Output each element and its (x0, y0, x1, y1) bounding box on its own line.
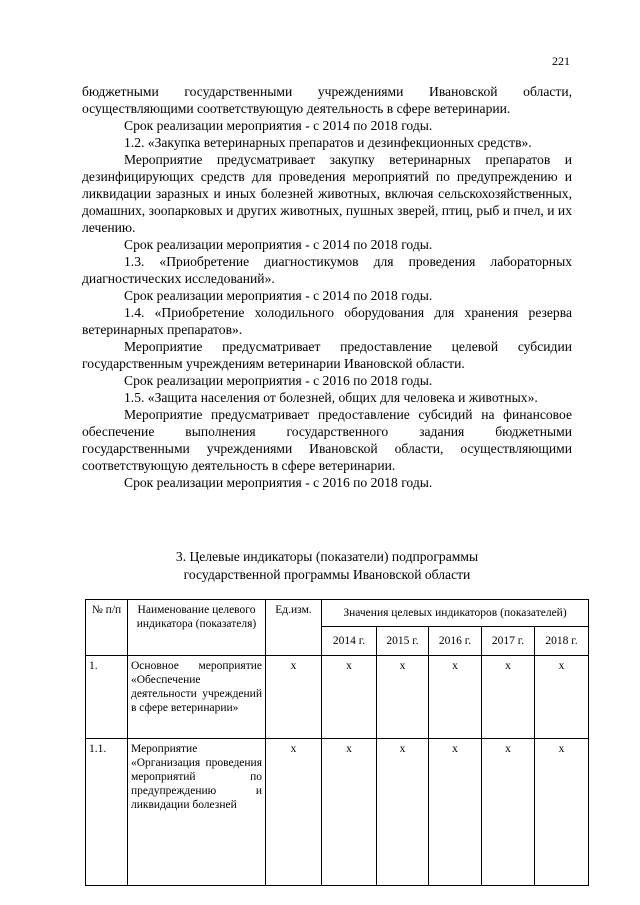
row-value: х (429, 656, 482, 739)
paragraph: Срок реализации мероприятия - с 2014 по 2018 годы. (124, 288, 433, 303)
row-value: х (322, 656, 377, 739)
section-heading (82, 548, 572, 584)
table-row (86, 656, 589, 739)
row-value: х (535, 656, 589, 739)
header-year: 2016 г. (429, 627, 482, 656)
row-num: 1. (86, 656, 128, 739)
paragraph: 1.4. «Приобретение холодильного оборудования для хранения резерва ветеринарных препаратов». (82, 305, 572, 337)
row-name: Основное мероприятие «Обеспечение деятельности учреждений в сфере ветеринарии» (128, 656, 266, 739)
row-value: х (377, 656, 429, 739)
header-year: 2018 г. (535, 627, 589, 656)
body-text (82, 83, 572, 491)
row-value: х (535, 739, 589, 886)
header-values-group: Значения целевых индикаторов (показателей) (322, 600, 589, 627)
row-value: х (377, 739, 429, 886)
table-row (86, 739, 589, 886)
paragraph: бюджетными государственными учреждениями Ивановской области, осуществляющими соответствующую деятельность в сфере ветеринарии. (82, 84, 572, 116)
paragraph: Срок реализации мероприятия - с 2014 по 2018 годы. (124, 118, 433, 133)
header-year: 2014 г. (322, 627, 377, 656)
paragraph: Мероприятие предусматривает предоставление субсидий на финансовое обеспечение выполнения государственного задания бюджетными государственными учреждениями Ивановской области, осуществляющими соответствующую деятельность в сфере ветеринарии. (82, 407, 572, 473)
row-value: х (322, 739, 377, 886)
paragraph: Мероприятие предусматривает закупку ветеринарных препаратов и дезинфицирующих средств для проведения мероприятий по предупреждению и ликвидации заразных и иных болезней животных, включая сельскохозяйственных, домашних, зоопарковых и других животных, пушных зверей, птиц, рыб и пчел, и их лечению. (82, 152, 572, 235)
paragraph: Срок реализации мероприятия - с 2016 по 2018 годы. (124, 475, 433, 490)
paragraph: 1.2. «Закупка ветеринарных препаратов и дезинфекционных средств». (124, 135, 532, 150)
row-num: 1.1. (86, 739, 128, 886)
header-unit: Ед.изм. (266, 600, 322, 656)
header-year: 2017 г. (482, 627, 535, 656)
header-num: № п/п (86, 600, 128, 656)
row-value: х (429, 739, 482, 886)
page-number: 221 (552, 54, 570, 68)
header-year: 2015 г. (377, 627, 429, 656)
paragraph: 1.5. «Защита населения от болезней, общих для человека и животных». (124, 390, 538, 405)
paragraph: Мероприятие предусматривает предоставление целевой субсидии государственным учреждениям ветеринарии Ивановской области. (82, 339, 572, 371)
row-value: х (482, 739, 535, 886)
section-heading-line: 3. Целевые индикаторы (показатели) подпрограммы (175, 549, 479, 564)
paragraph: Срок реализации мероприятия - с 2014 по 2018 годы. (124, 237, 433, 252)
paragraph: Срок реализации мероприятия - с 2016 по 2018 годы. (124, 373, 433, 388)
header-name: Наименование целевого индикатора (показателя) (128, 600, 266, 656)
row-name: Мероприятие «Организация проведения мероприятий по предупреждению и ликвидации болезней (128, 739, 266, 886)
section-heading-line: государственной программы Ивановской области (183, 567, 471, 582)
paragraph: 1.3. «Приобретение диагностикумов для проведения лабораторных диагностических исследований». (82, 254, 572, 286)
row-value: х (482, 656, 535, 739)
row-unit: х (266, 656, 322, 739)
row-unit: х (266, 739, 322, 886)
indicators-table (85, 599, 589, 886)
